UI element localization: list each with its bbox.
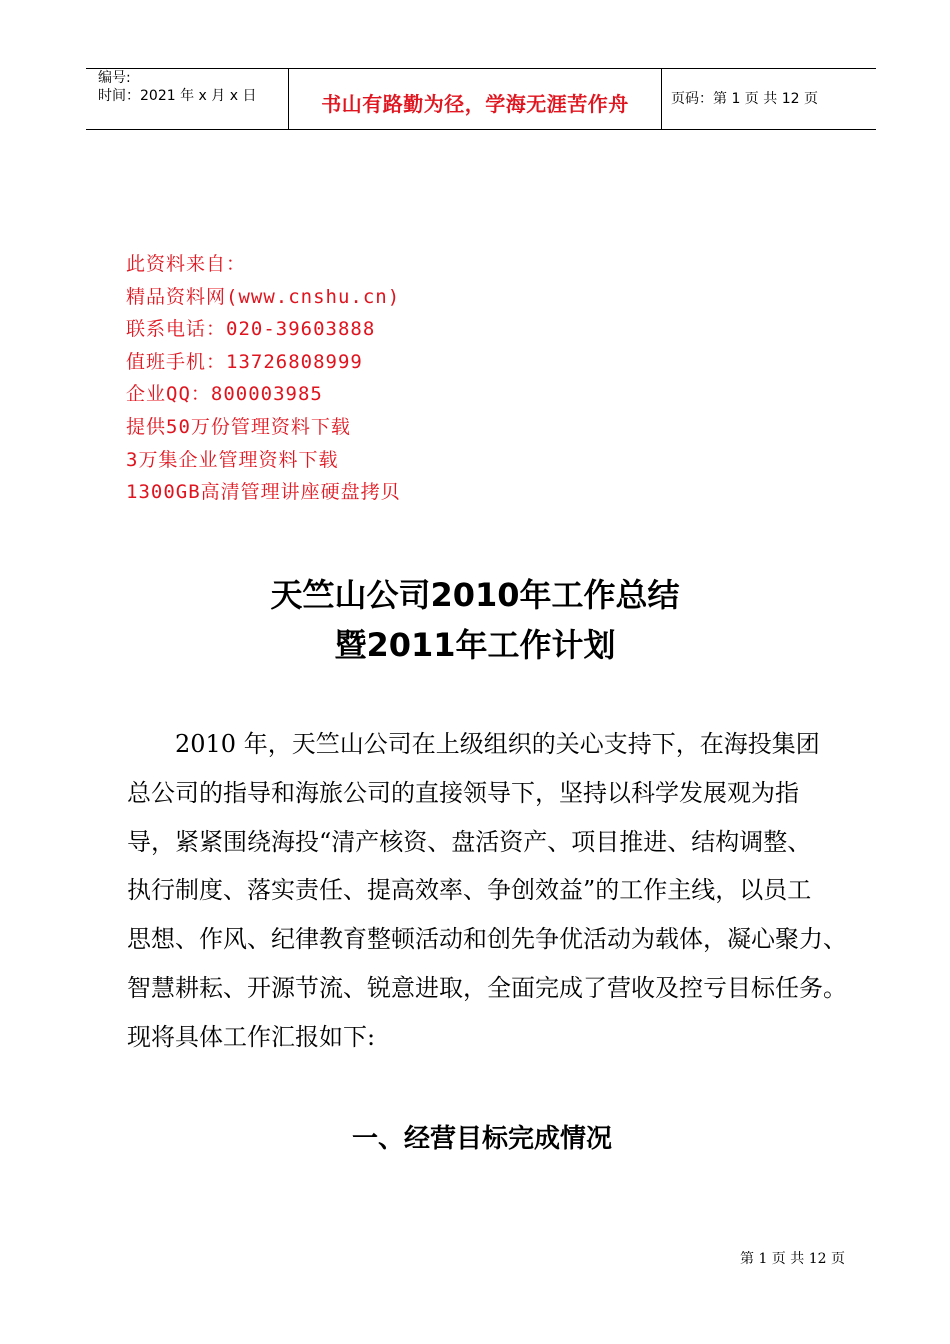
- header-page-code: 页码：第 1 页 共 12 页: [671, 91, 818, 107]
- paragraph-line: 思想、作风、纪律教育整顿活动和创先争优活动为载体，凝心聚力、: [127, 925, 847, 954]
- document-subtitle: 暨2011年工作计划: [334, 626, 616, 664]
- page-footer: 第 1 页 共 12 页: [740, 1251, 845, 1267]
- document-number-label: 编号:: [98, 70, 131, 86]
- document-title: 天竺山公司2010年工作总结: [270, 576, 680, 614]
- paragraph-line: 导，紧紧围绕海投“清产核资、盘活资产、项目推进、结构调整、: [127, 827, 812, 856]
- section-heading: 一、经营目标完成情况: [351, 1124, 612, 1154]
- source-line-phone: 联系电话：020-39603888: [126, 318, 376, 341]
- body-paragraph: [127, 720, 863, 1062]
- paragraph-line: 现将具体工作汇报如下:: [127, 1022, 376, 1051]
- paragraph-line: 执行制度、落实责任、提高效率、争创效益”的工作主线，以员工: [127, 876, 812, 905]
- header-page-cell: [661, 69, 876, 129]
- source-line-qq: 企业QQ：800003985: [126, 383, 323, 406]
- source-info-block: [126, 248, 401, 509]
- header-meta-cell: [86, 69, 288, 129]
- header-motto: 书山有路勤为径，学海无涯苦作舟: [321, 92, 629, 116]
- page-header: [86, 68, 876, 130]
- source-line: 3万集企业管理资料下载: [126, 448, 339, 471]
- document-date: 时间：2021 年 x 月 x 日: [98, 88, 257, 104]
- paragraph-line: 总公司的指导和海旅公司的直接领导下，坚持以科学发展观为指: [127, 778, 799, 807]
- header-motto-cell: [288, 69, 662, 129]
- source-line-mobile: 值班手机：13726808999: [126, 350, 363, 373]
- source-line: 此资料来自：: [126, 253, 247, 275]
- source-line: 1300GB高清管理讲座硬盘拷贝: [126, 481, 401, 504]
- source-line-website: 精品资料网(www.cnshu.cn): [126, 285, 401, 308]
- source-line: 提供50万份管理资料下载: [126, 415, 351, 438]
- paragraph-line: 智慧耕耘、开源节流、锐意进取，全面完成了营收及控亏目标任务。: [127, 973, 847, 1002]
- paragraph-line: 2010 年，天竺山公司在上级组织的关心支持下，在海投集团: [127, 730, 820, 758]
